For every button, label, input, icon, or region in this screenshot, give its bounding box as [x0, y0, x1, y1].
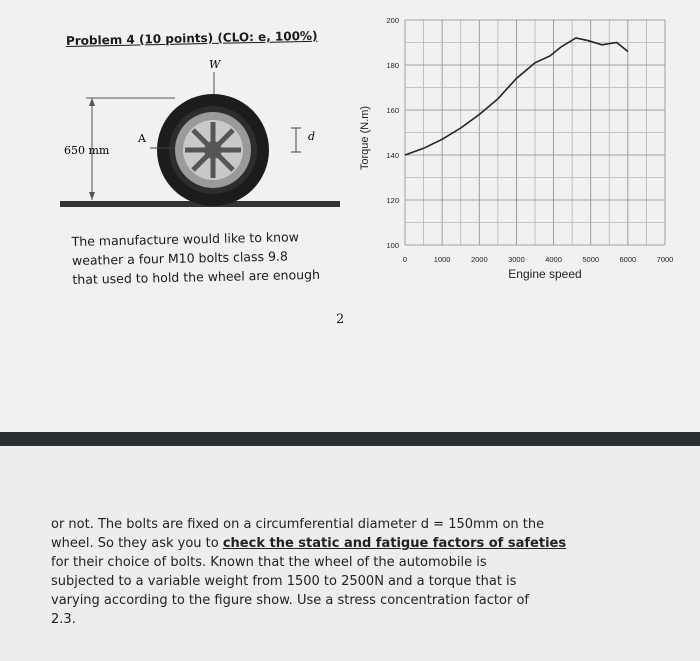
continuation-line: varying according to the figure show. Use a stress concentration factor of: [51, 593, 529, 608]
continuation-line: [51, 534, 651, 553]
x-axis-label: Engine speed: [508, 267, 582, 281]
tire-figure: [0, 40, 360, 220]
continuation-line-start: wheel. So they ask you to: [51, 536, 223, 551]
statement-line: weather a four M10 bolts class 9.8: [71, 248, 289, 268]
statement-line: that used to hold the wheel are enough: [72, 266, 321, 287]
problem-statement: [71, 226, 362, 289]
continuation-line: for their choice of bolts. Known that the wheel of the automobile is: [51, 555, 487, 570]
diameter-label: d: [308, 130, 316, 143]
problem-title: Problem 4 (10 points) (CLO: e, 100%): [65, 28, 318, 48]
y-tick-label: 140: [386, 151, 399, 160]
y-tick-label: 100: [386, 241, 399, 250]
weight-label: W: [209, 58, 221, 71]
torque-chart: [340, 0, 700, 300]
x-tick-label: 3000: [508, 255, 525, 264]
continuation-text: [51, 515, 651, 629]
y-tick-label: 180: [386, 61, 399, 70]
continuation-line: subjected to a variable weight from 1500 to 2500N and a torque that is: [51, 574, 517, 589]
statement-line: The manufacture would like to know: [71, 229, 300, 250]
y-tick-label: 160: [386, 106, 399, 115]
point-a-label: A: [138, 132, 146, 145]
continuation-line: 2.3.: [51, 612, 76, 627]
x-tick-label: 7000: [656, 255, 674, 264]
x-tick-label: 4000: [545, 255, 562, 264]
highlighted-task: check the static and fatigue factors of safeties: [222, 536, 567, 551]
x-tick-label: 6000: [619, 255, 637, 264]
x-tick-label: 2000: [470, 255, 488, 264]
chart-grid: [405, 20, 665, 245]
y-axis-label: Torque (N.m): [359, 105, 371, 171]
x-tick-label: 5000: [582, 255, 600, 264]
height-label: 650 mm: [64, 144, 110, 157]
y-tick-label: 200: [386, 16, 399, 25]
continuation-line: or not. The bolts are fixed on a circumferential diameter d = 150mm on the: [51, 517, 545, 532]
x-tick-label: 1000: [433, 255, 451, 264]
photo-divider: [0, 432, 700, 446]
page-number: 2: [336, 312, 345, 327]
x-tick-label: 0: [402, 255, 408, 264]
y-tick-label: 120: [386, 196, 399, 205]
